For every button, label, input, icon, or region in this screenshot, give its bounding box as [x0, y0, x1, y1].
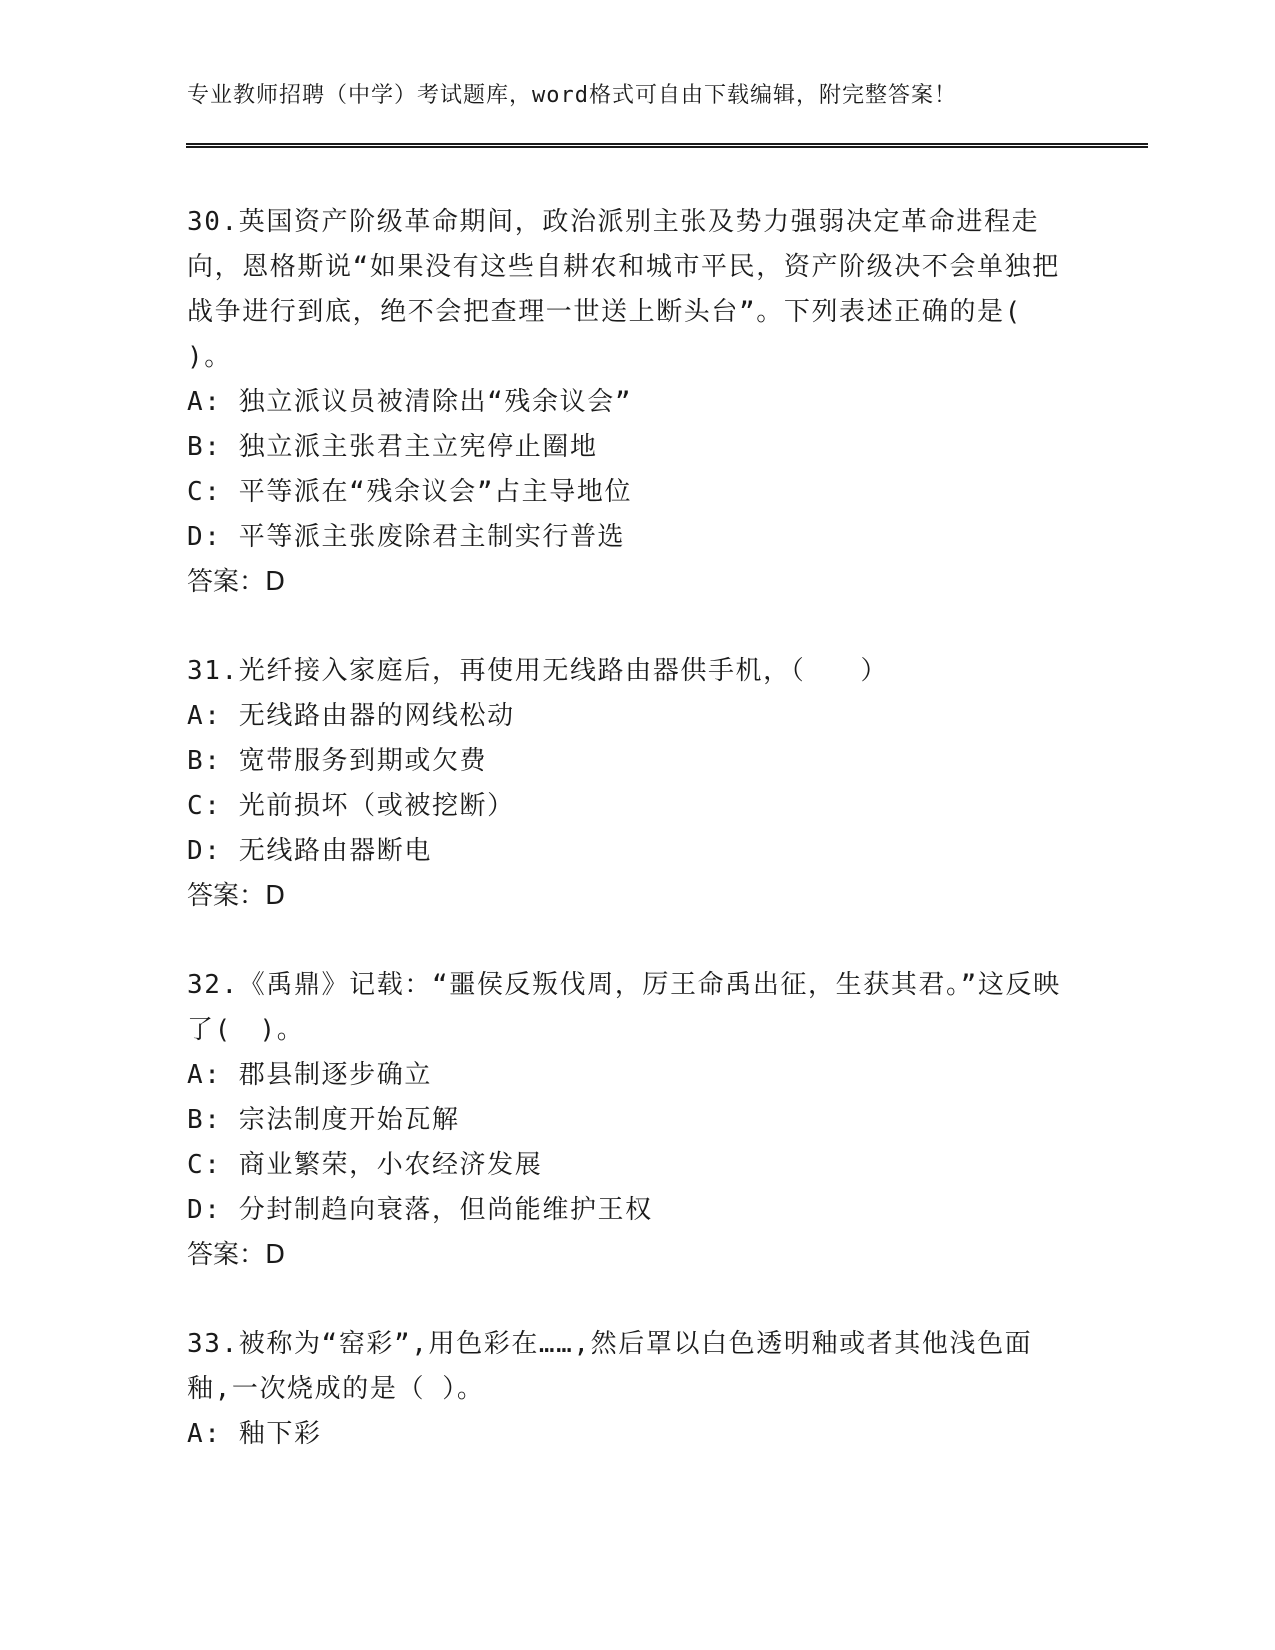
option-c: C: 光前损坏（或被挖断）	[187, 791, 515, 821]
option-b: B: 独立派主张君主立宪停止圈地	[187, 432, 598, 462]
option-d: D: 分封制趋向衰落，但尚能维护王权	[187, 1195, 653, 1225]
question-31	[187, 649, 1067, 919]
question-stem: 32.《禹鼎》记载：“噩侯反叛伐周，厉王命禹出征，生获其君。”这反映了( )。	[187, 970, 1061, 1045]
answer: 答案：D	[187, 881, 286, 911]
option-a: A: 釉下彩	[187, 1419, 322, 1449]
option-a: A: 独立派议员被清除出“残余议会”	[187, 387, 633, 417]
question-list	[187, 200, 1067, 1501]
question-stem: 30.英国资产阶级革命期间，政治派别主张及势力强弱决定革命进程走向，恩格斯说“如果没有这些自耕农和城市平民，资产阶级决不会单独把战争进行到底，绝不会把查理一世送上断头台”。下列表述正确的是( )。	[187, 207, 1060, 372]
option-d: D: 平等派主张废除君主制实行普选	[187, 522, 626, 552]
answer: 答案：D	[187, 567, 286, 597]
option-d: D: 无线路由器断电	[187, 836, 432, 866]
question-stem: 31.光纤接入家庭后，再使用无线路由器供手机，（ ）	[187, 656, 889, 686]
answer: 答案：D	[187, 1240, 286, 1270]
question-30	[187, 200, 1067, 605]
question-stem: 33.被称为“窑彩”,用色彩在……,然后罩以白色透明釉或者其他浅色面釉,一次烧成的是（ ）。	[187, 1329, 1033, 1404]
question-32	[187, 963, 1067, 1278]
header-divider	[186, 143, 1148, 148]
question-33	[187, 1322, 1067, 1457]
option-a: A: 无线路由器的网线松动	[187, 701, 515, 731]
option-b: B: 宽带服务到期或欠费	[187, 746, 488, 776]
option-b: B: 宗法制度开始瓦解	[187, 1105, 460, 1135]
option-c: C: 平等派在“残余议会”占主导地位	[187, 477, 633, 507]
option-a: A: 郡县制逐步确立	[187, 1060, 432, 1090]
page-header: 专业教师招聘（中学）考试题库，word格式可自由下载编辑，附完整答案！	[187, 83, 957, 108]
option-c: C: 商业繁荣，小农经济发展	[187, 1150, 543, 1180]
